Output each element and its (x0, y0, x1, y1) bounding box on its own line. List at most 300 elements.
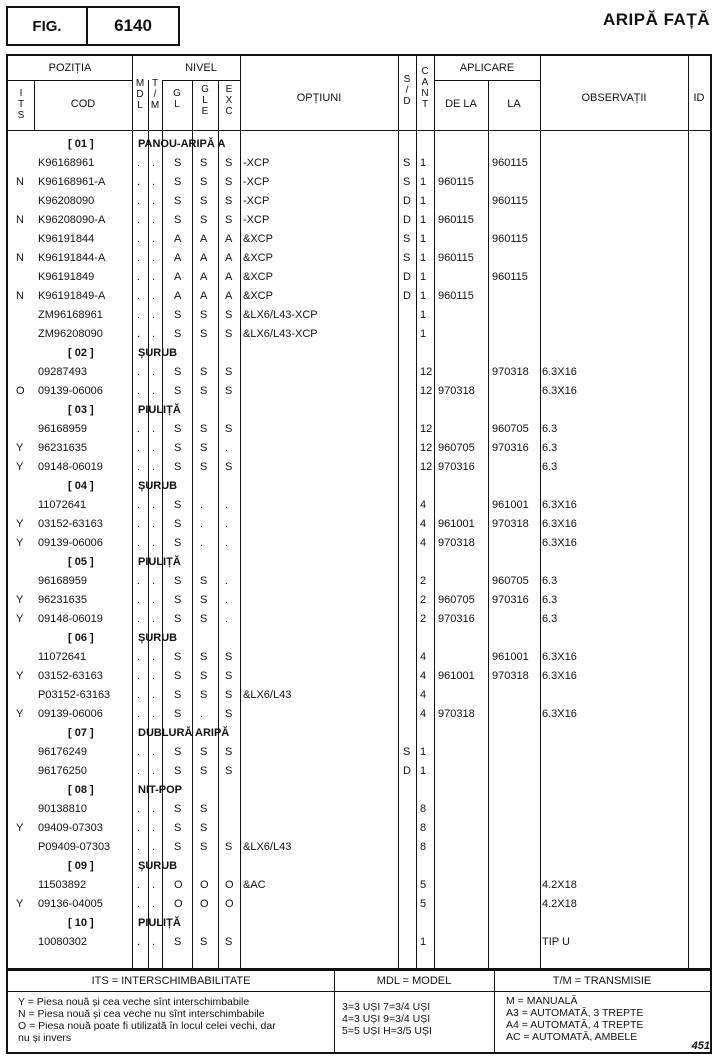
exc-cell: S (225, 708, 233, 720)
its-cell: N (16, 214, 24, 226)
tm-cell: . (152, 195, 156, 207)
gl-cell: S (174, 708, 182, 720)
gl-cell: S (174, 670, 182, 682)
option-cell: -XCP (243, 157, 270, 169)
to-cell: 970318 (492, 366, 529, 378)
to-cell: 960705 (492, 423, 529, 435)
gl-cell: S (174, 613, 182, 625)
parts-table (6, 54, 712, 970)
mdl-cell: . (137, 442, 141, 454)
mdl-cell: . (137, 651, 141, 663)
mdl-cell: . (137, 366, 141, 378)
to-cell: 970316 (492, 594, 529, 606)
gle-cell: S (200, 613, 208, 625)
mdl-cell: . (137, 518, 141, 530)
its-cell: Y (16, 898, 24, 910)
code-cell: 09148-06019 (38, 613, 103, 625)
its-cell: N (16, 252, 24, 264)
exc-cell: A (225, 252, 233, 264)
qty-cell: 5 (420, 898, 427, 910)
code-cell: K96191849-A (38, 290, 106, 302)
exc-cell: S (225, 385, 233, 397)
tm-cell: . (152, 613, 156, 625)
code-cell: K96208090-A (38, 214, 106, 226)
tm-cell: . (152, 214, 156, 226)
mdl-cell: . (137, 879, 141, 891)
qty-cell: 5 (420, 879, 427, 891)
group-name: PIULIȚĂ (138, 917, 181, 929)
qty-cell: 12 (420, 366, 433, 378)
code-cell: 09148-06019 (38, 461, 103, 473)
exc-cell: A (225, 233, 233, 245)
tm-cell: . (152, 385, 156, 397)
mdl-cell: . (137, 575, 141, 587)
obs-cell: 6.3X16 (542, 499, 577, 511)
its-cell: Y (16, 670, 24, 682)
mdl-cell: . (137, 613, 141, 625)
header-gle: G L E (201, 84, 209, 117)
code-cell: 96176249 (38, 746, 87, 758)
code-cell: 96176250 (38, 765, 87, 777)
gle-cell: . (200, 708, 204, 720)
exc-cell: S (225, 309, 233, 321)
option-cell: &LX6/L43-XCP (243, 309, 318, 321)
code-cell: ZM96208090 (38, 328, 103, 340)
figure-box (6, 6, 180, 46)
obs-cell: 6.3 (542, 461, 558, 473)
exc-cell: S (225, 423, 233, 435)
qty-cell: 2 (420, 613, 427, 625)
code-cell: 11072641 (38, 651, 87, 663)
qty-cell: 1 (420, 328, 427, 340)
gle-cell: . (200, 499, 204, 511)
mdl-cell: . (137, 214, 141, 226)
from-cell: 960705 (438, 442, 475, 454)
gl-cell: S (174, 442, 182, 454)
exc-cell: S (225, 176, 233, 188)
group-name: ȘURUB (138, 480, 178, 492)
gl-cell: O (174, 898, 183, 910)
group-name: ȘURUB (138, 347, 178, 359)
from-cell: 970318 (438, 385, 475, 397)
code-cell: P09409-07303 (38, 841, 111, 853)
gl-cell: S (174, 689, 182, 701)
mdl-cell: . (137, 936, 141, 948)
qty-cell: 1 (420, 746, 427, 758)
its-cell: Y (16, 613, 24, 625)
qty-cell: 1 (420, 176, 427, 188)
gl-cell: S (174, 461, 182, 473)
option-cell: &LX6/L43 (243, 689, 292, 701)
exc-cell: S (225, 461, 233, 473)
its-cell: O (16, 385, 25, 397)
gl-cell: S (174, 822, 182, 834)
legend (6, 970, 712, 1054)
exc-cell: S (225, 366, 233, 378)
mdl-cell: . (137, 309, 141, 321)
gle-cell: A (200, 233, 208, 245)
gle-cell: S (200, 328, 208, 340)
from-cell: 961001 (438, 670, 475, 682)
tm-cell: . (152, 233, 156, 245)
obs-cell: 4.2X18 (542, 898, 577, 910)
gl-cell: S (174, 195, 182, 207)
tm-cell: . (152, 442, 156, 454)
its-cell: N (16, 290, 24, 302)
gle-cell: S (200, 214, 208, 226)
qty-cell: 4 (420, 518, 427, 530)
gl-cell: S (174, 385, 182, 397)
code-cell: 96231635 (38, 442, 87, 454)
tm-cell: . (152, 499, 156, 511)
group-position: [ 05 ] (68, 556, 94, 568)
mdl-cell: . (137, 841, 141, 853)
option-cell: &AC (243, 879, 266, 891)
gle-cell: S (200, 176, 208, 188)
gl-cell: S (174, 214, 182, 226)
header-nivel: NIVEL (185, 62, 217, 74)
code-cell: K96191844-A (38, 252, 106, 264)
code-cell: 09409-07303 (38, 822, 103, 834)
exc-cell: S (225, 670, 233, 682)
qty-cell: 1 (420, 252, 427, 264)
to-cell: 961001 (492, 651, 529, 663)
tm-cell: . (152, 290, 156, 302)
tm-cell: . (152, 271, 156, 283)
obs-cell: 6.3 (542, 575, 558, 587)
gle-cell: S (200, 385, 208, 397)
gl-cell: S (174, 575, 182, 587)
group-position: [ 09 ] (68, 860, 94, 872)
obs-cell: 6.3X16 (542, 366, 577, 378)
header-its: I T S (17, 88, 25, 121)
group-position: [ 10 ] (68, 917, 94, 929)
mdl-cell: . (137, 689, 141, 701)
qty-cell: 12 (420, 385, 433, 397)
from-cell: 970316 (438, 613, 475, 625)
header-optiuni: OPȚIUNI (296, 92, 342, 104)
group-name: PIULIȚĂ (138, 556, 181, 568)
exc-cell: S (225, 214, 233, 226)
mdl-cell: . (137, 271, 141, 283)
sd-cell: D (403, 214, 411, 226)
tm-cell: . (152, 689, 156, 701)
its-cell: Y (16, 461, 24, 473)
gle-cell: S (200, 670, 208, 682)
obs-cell: 6.3X16 (542, 385, 577, 397)
tm-cell: . (152, 176, 156, 188)
tm-cell: . (152, 461, 156, 473)
sd-cell: S (403, 252, 411, 264)
group-name: PIULIȚĂ (138, 404, 181, 416)
qty-cell: 12 (420, 461, 433, 473)
qty-cell: 2 (420, 575, 427, 587)
code-cell: 03152-63163 (38, 670, 103, 682)
header-tm: T / M (150, 78, 160, 111)
page-title: ARIPĂ FAȚĂ (603, 10, 710, 29)
legend-tm-title: T/M = TRANSMISIE (552, 975, 652, 987)
code-cell: 09139-06006 (38, 708, 103, 720)
its-cell: Y (16, 442, 24, 454)
gle-cell: S (200, 841, 208, 853)
header-la: LA (507, 98, 521, 110)
gl-cell: S (174, 328, 182, 340)
tm-cell: . (152, 537, 156, 549)
tm-cell: . (152, 309, 156, 321)
from-cell: 961001 (438, 518, 475, 530)
exc-cell: . (225, 499, 229, 511)
page-number: 451 (691, 1040, 710, 1052)
exc-cell: S (225, 765, 233, 777)
to-cell: 960115 (492, 195, 528, 207)
tm-cell: . (152, 765, 156, 777)
code-cell: 96231635 (38, 594, 87, 606)
its-cell: Y (16, 518, 24, 530)
tm-cell: . (152, 746, 156, 758)
code-cell: ZM96168961 (38, 309, 103, 321)
exc-cell: . (225, 518, 229, 530)
tm-cell: . (152, 157, 156, 169)
group-position: [ 03 ] (68, 404, 94, 416)
qty-cell: 4 (420, 708, 427, 720)
qty-cell: 4 (420, 499, 427, 511)
code-cell: 11503892 (38, 879, 87, 891)
qty-cell: 1 (420, 233, 427, 245)
gl-cell: S (174, 423, 182, 435)
qty-cell: 4 (420, 689, 427, 701)
code-cell: K96191844 (38, 233, 95, 245)
legend-mdl-text: 3=3 UȘI 7=3/4 UȘI 4=3 UȘI 9=3/4 UȘI 5=5 UȘI H=3/5 UȘI (342, 1001, 432, 1037)
mdl-cell: . (137, 594, 141, 606)
tm-cell: . (152, 803, 156, 815)
gle-cell: S (200, 461, 208, 473)
legend-its-title: ITS = INTERSCHIMBABILITATE (91, 975, 251, 987)
gl-cell: S (174, 841, 182, 853)
gl-cell: S (174, 746, 182, 758)
mdl-cell: . (137, 328, 141, 340)
exc-cell: S (225, 689, 233, 701)
gle-cell: S (200, 803, 208, 815)
legend-mdl-title: MDL = MODEL (376, 975, 452, 987)
code-cell: K96168961 (38, 157, 95, 169)
mdl-cell: . (137, 233, 141, 245)
obs-cell: 6.3 (542, 613, 558, 625)
exc-cell: S (225, 746, 233, 758)
mdl-cell: . (137, 499, 141, 511)
option-cell: &XCP (243, 271, 273, 283)
obs-cell: 6.3X16 (542, 537, 577, 549)
option-cell: -XCP (243, 195, 270, 207)
gle-cell: S (200, 442, 208, 454)
gl-cell: S (174, 537, 182, 549)
group-name: ȘURUB (138, 860, 178, 872)
qty-cell: 4 (420, 651, 427, 663)
tm-cell: . (152, 879, 156, 891)
mdl-cell: . (137, 461, 141, 473)
tm-cell: . (152, 594, 156, 606)
gle-cell: S (200, 309, 208, 321)
gle-cell: A (200, 252, 208, 264)
tm-cell: . (152, 423, 156, 435)
option-cell: &XCP (243, 233, 273, 245)
gl-cell: S (174, 499, 182, 511)
mdl-cell: . (137, 708, 141, 720)
mdl-cell: . (137, 423, 141, 435)
qty-cell: 1 (420, 195, 427, 207)
from-cell: 960115 (438, 290, 474, 302)
group-position: [ 02 ] (68, 347, 94, 359)
from-cell: 960115 (438, 176, 474, 188)
exc-cell: O (225, 879, 234, 891)
gl-cell: S (174, 803, 182, 815)
code-cell: P03152-63163 (38, 689, 111, 701)
option-cell: &LX6/L43 (243, 841, 292, 853)
code-cell: 09139-06006 (38, 385, 103, 397)
header-aplicare: APLICARE (459, 62, 515, 74)
qty-cell: 12 (420, 442, 433, 454)
code-cell: 09139-06006 (38, 537, 103, 549)
exc-cell: . (225, 442, 229, 454)
from-cell: 960115 (438, 252, 474, 264)
tm-cell: . (152, 841, 156, 853)
code-cell: 09287493 (38, 366, 87, 378)
obs-cell: 6.3 (542, 423, 558, 435)
qty-cell: 1 (420, 309, 427, 321)
gl-cell: A (174, 233, 182, 245)
gle-cell: S (200, 822, 208, 834)
gle-cell: S (200, 594, 208, 606)
code-cell: 96168959 (38, 575, 87, 587)
qty-cell: 12 (420, 423, 433, 435)
mdl-cell: . (137, 252, 141, 264)
option-cell: &XCP (243, 252, 273, 264)
exc-cell: . (225, 537, 229, 549)
code-cell: 90138810 (38, 803, 87, 815)
sd-cell: D (403, 271, 411, 283)
gle-cell: O (200, 898, 209, 910)
exc-cell: S (225, 841, 233, 853)
gl-cell: S (174, 176, 182, 188)
obs-cell: 6.3 (542, 442, 558, 454)
tm-cell: . (152, 670, 156, 682)
group-position: [ 08 ] (68, 784, 94, 796)
its-cell: Y (16, 708, 24, 720)
exc-cell: O (225, 898, 234, 910)
mdl-cell: . (137, 290, 141, 302)
gle-cell: S (200, 651, 208, 663)
qty-cell: 4 (420, 537, 427, 549)
mdl-cell: . (137, 176, 141, 188)
group-name: ȘURUB (138, 632, 178, 644)
exc-cell: . (225, 594, 229, 606)
gle-cell: A (200, 271, 208, 283)
tm-cell: . (152, 708, 156, 720)
tm-cell: . (152, 822, 156, 834)
code-cell: 11072641 (38, 499, 87, 511)
mdl-cell: . (137, 195, 141, 207)
gle-cell: . (200, 537, 204, 549)
code-cell: 03152-63163 (38, 518, 103, 530)
obs-cell: TIP U (542, 936, 570, 948)
figure-number: 6140 (114, 16, 152, 35)
tm-cell: . (152, 518, 156, 530)
qty-cell: 2 (420, 594, 427, 606)
tm-cell: . (152, 898, 156, 910)
gle-cell: S (200, 366, 208, 378)
exc-cell: S (225, 157, 233, 169)
to-cell: 960115 (492, 233, 528, 245)
group-position: [ 06 ] (68, 632, 94, 644)
gl-cell: S (174, 366, 182, 378)
code-cell: K96208090 (38, 195, 95, 207)
mdl-cell: . (137, 803, 141, 815)
tm-cell: . (152, 252, 156, 264)
header-id: ID (693, 92, 705, 104)
mdl-cell: . (137, 157, 141, 169)
gle-cell: . (200, 518, 204, 530)
from-cell: 960705 (438, 594, 475, 606)
header-pozitia: POZIȚIA (48, 62, 92, 74)
header-mdl: M D L (135, 78, 145, 111)
to-cell: 960115 (492, 157, 528, 169)
obs-cell: 6.3X16 (542, 670, 577, 682)
gl-cell: A (174, 271, 182, 283)
its-cell: Y (16, 822, 24, 834)
group-name: PANOU-ARIPĂ A (138, 138, 226, 150)
to-cell: 970318 (492, 670, 529, 682)
gle-cell: S (200, 765, 208, 777)
tm-cell: . (152, 366, 156, 378)
header-exc: E X C (225, 84, 233, 117)
sd-cell: S (403, 233, 411, 245)
header-observatii: OBSERVAȚII (581, 92, 647, 104)
exc-cell: A (225, 290, 233, 302)
exc-cell: S (225, 936, 233, 948)
to-cell: 970316 (492, 442, 529, 454)
gl-cell: S (174, 157, 182, 169)
to-cell: 970318 (492, 518, 529, 530)
code-cell: 09136-04005 (38, 898, 103, 910)
gle-cell: S (200, 936, 208, 948)
code-cell: 10080302 (38, 936, 87, 948)
sd-cell: S (403, 746, 411, 758)
exc-cell: S (225, 195, 233, 207)
tm-cell: . (152, 328, 156, 340)
qty-cell: 1 (420, 290, 427, 302)
obs-cell: 6.3X16 (542, 708, 577, 720)
gle-cell: S (200, 689, 208, 701)
option-cell: &XCP (243, 290, 273, 302)
gl-cell: O (174, 879, 183, 891)
obs-cell: 4.2X18 (542, 879, 577, 891)
tm-cell: . (152, 575, 156, 587)
header-cod: COD (70, 98, 96, 110)
header-cant: C A N T (421, 66, 429, 110)
header-gl: G L (173, 88, 181, 110)
gl-cell: S (174, 518, 182, 530)
group-position: [ 07 ] (68, 727, 94, 739)
header-de-la: DE LA (445, 98, 477, 110)
to-cell: 960705 (492, 575, 529, 587)
qty-cell: 1 (420, 765, 427, 777)
qty-cell: 8 (420, 803, 427, 815)
group-name: DUBLURĂ ARIPĂ (138, 727, 230, 739)
tm-cell: . (152, 651, 156, 663)
obs-cell: 6.3X16 (542, 518, 577, 530)
sd-cell: D (403, 765, 411, 777)
gl-cell: A (174, 252, 182, 264)
header-sd: S / D (403, 74, 411, 107)
